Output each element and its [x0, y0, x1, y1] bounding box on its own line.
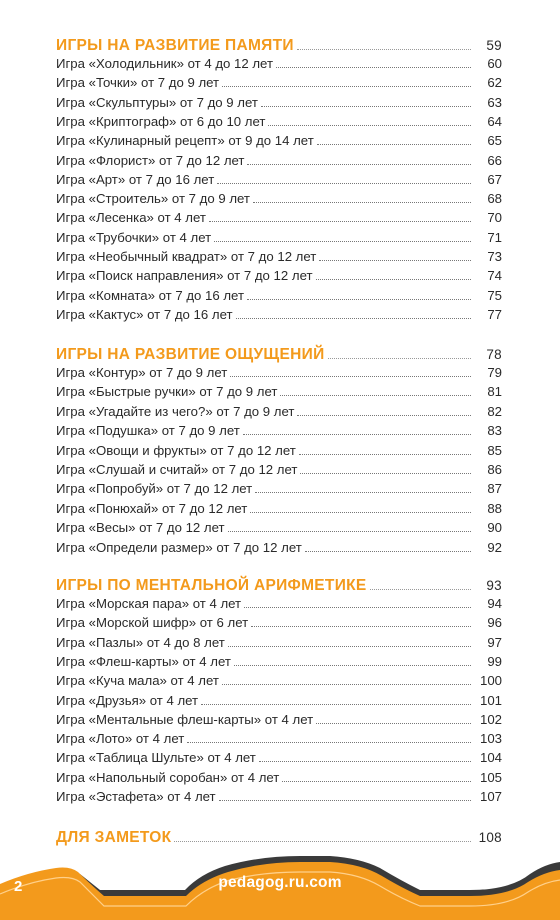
- leader-dots: [214, 241, 471, 242]
- page-number: 88: [487, 500, 502, 516]
- entry-title: Игра «Быстрые ручки» от 7 до 9 лет: [56, 384, 278, 400]
- entry-title: Игра «Попробуй» от 7 до 12 лет: [56, 481, 253, 497]
- toc-entry[interactable]: [56, 499, 502, 517]
- page-number: 105: [479, 769, 502, 785]
- entry-title: Игра «Понюхай» от 7 до 12 лет: [56, 500, 248, 516]
- page-number: 73: [487, 249, 502, 264]
- toc-entry[interactable]: [56, 189, 502, 207]
- section-title: ИГРЫ НА РАЗВИТИЕ ОЩУЩЕНИЙ: [56, 346, 325, 363]
- leader-dots: [259, 761, 471, 762]
- toc-entry[interactable]: [56, 93, 502, 111]
- page-number: 82: [487, 403, 502, 419]
- entry-title: Игра «Весы» от 7 до 12 лет: [56, 520, 225, 536]
- entry-title: Игра «Куча мала» от 4 лет: [56, 673, 219, 689]
- leader-dots: [209, 221, 471, 222]
- page-number: 107: [479, 789, 502, 804]
- toc-entry[interactable]: [56, 594, 502, 612]
- toc-entry[interactable]: [56, 671, 502, 689]
- entry-title: Игра «Друзья» от 4 лет: [56, 692, 199, 708]
- page-number: 104: [479, 750, 502, 766]
- entry-title: Игра «Пазлы» от 4 до 8 лет: [56, 634, 225, 650]
- section-title: ДЛЯ ЗАМЕТОК: [56, 829, 172, 846]
- toc-entry[interactable]: [56, 247, 502, 265]
- page-number: 101: [479, 692, 502, 708]
- page-number: 78: [486, 347, 502, 362]
- toc-entry[interactable]: [56, 460, 502, 478]
- page-number: 67: [487, 171, 502, 187]
- page-number: 59: [486, 38, 502, 53]
- entry-title: Игра «Точки» от 7 до 9 лет: [56, 75, 220, 91]
- section-heading[interactable]: [56, 343, 502, 363]
- page-number-badge: 2: [14, 878, 23, 895]
- page-number: 68: [487, 191, 502, 207]
- leader-dots: [255, 492, 471, 493]
- leader-dots: [244, 607, 471, 608]
- leader-dots: [328, 358, 471, 359]
- leader-dots: [261, 106, 471, 107]
- entry-title: Игра «Трубочки» от 4 лет: [56, 229, 212, 245]
- leader-dots: [222, 684, 471, 685]
- entry-title: Игра «Кактус» от 7 до 16 лет: [56, 306, 233, 322]
- page-number: 75: [487, 287, 502, 303]
- entry-title: Игра «Кулинарный рецепт» от 9 до 14 лет: [56, 133, 314, 149]
- toc-entry[interactable]: [56, 787, 502, 805]
- leader-dots: [201, 704, 471, 705]
- leader-dots: [316, 723, 471, 724]
- page-number: 93: [486, 578, 502, 593]
- section-title: ИГРЫ ПО МЕНТАЛЬНОЙ АРИФМЕТИКЕ: [56, 577, 367, 594]
- toc-entry[interactable]: [56, 305, 502, 323]
- site-link[interactable]: pedagog.ru.com: [218, 874, 342, 891]
- entry-title: Игра «Таблица Шульте» от 4 лет: [56, 750, 256, 766]
- leader-dots: [230, 376, 471, 377]
- section-title: ИГРЫ НА РАЗВИТИЕ ПАМЯТИ: [56, 37, 294, 54]
- toc-entry[interactable]: [56, 538, 502, 556]
- page-number: 71: [487, 229, 502, 245]
- entry-title: Игра «Ментальные флеш-карты» от 4 лет: [56, 711, 314, 727]
- page-number: 63: [487, 94, 502, 110]
- leader-dots: [316, 279, 471, 280]
- leader-dots: [276, 67, 471, 68]
- leader-dots: [234, 665, 471, 666]
- entry-title: Игра «Поиск направления» от 7 до 12 лет: [56, 268, 313, 284]
- toc-entry[interactable]: [56, 402, 502, 420]
- toc-entry[interactable]: [56, 479, 502, 497]
- entry-title: Игра «Морская пара» от 4 лет: [56, 596, 242, 611]
- leader-dots: [297, 49, 471, 50]
- page-number: 83: [487, 423, 502, 439]
- leader-dots: [319, 260, 471, 261]
- leader-dots: [305, 551, 471, 552]
- leader-dots: [222, 86, 471, 87]
- leader-dots: [236, 318, 471, 319]
- entry-title: Игра «Морской шифр» от 6 лет: [56, 615, 249, 631]
- page-number: 103: [479, 731, 502, 747]
- entry-title: Игра «Строитель» от 7 до 9 лет: [56, 191, 250, 207]
- entry-title: Игра «Комната» от 7 до 16 лет: [56, 287, 244, 303]
- page-number: 96: [487, 615, 502, 631]
- toc-entry[interactable]: [56, 729, 502, 747]
- entry-title: Игра «Холодильник» от 4 до 12 лет: [56, 56, 273, 71]
- page-number: 70: [487, 210, 502, 226]
- entry-title: Игра «Флеш-карты» от 4 лет: [56, 653, 231, 669]
- entry-title: Игра «Лото» от 4 лет: [56, 731, 185, 747]
- page-number: 92: [487, 539, 502, 555]
- page-number: 87: [487, 481, 502, 497]
- leader-dots: [219, 800, 471, 801]
- toc-entry[interactable]: [56, 112, 502, 130]
- leader-dots: [300, 473, 471, 474]
- page-number: 86: [487, 462, 502, 477]
- page-number: 64: [487, 113, 502, 129]
- toc-entry[interactable]: [56, 633, 502, 651]
- leader-dots: [253, 202, 471, 203]
- leader-dots: [228, 531, 471, 532]
- section-heading[interactable]: [56, 826, 502, 846]
- entry-title: Игра «Подушка» от 7 до 9 лет: [56, 423, 240, 439]
- entry-title: Игра «Флорист» от 7 до 12 лет: [56, 152, 245, 168]
- toc-entry[interactable]: [56, 131, 502, 149]
- leader-dots: [187, 742, 471, 743]
- toc-entry[interactable]: [56, 710, 502, 728]
- page-number: 62: [487, 75, 502, 91]
- entry-title: Игра «Угадайте из чего?» от 7 до 9 лет: [56, 403, 295, 419]
- leader-dots: [370, 589, 471, 590]
- toc-entry[interactable]: [56, 170, 502, 188]
- page-number: 90: [487, 520, 502, 536]
- leader-dots: [268, 125, 471, 126]
- page-number: 79: [487, 365, 502, 380]
- leader-dots: [280, 395, 471, 396]
- page-number: 85: [487, 442, 502, 458]
- entry-title: Игра «Определи размер» от 7 до 12 лет: [56, 539, 302, 555]
- toc-entry[interactable]: [56, 691, 502, 709]
- entry-title: Игра «Скульптуры» от 7 до 9 лет: [56, 94, 258, 110]
- leader-dots: [228, 646, 471, 647]
- toc-entry[interactable]: [56, 73, 502, 91]
- toc-entry[interactable]: [56, 768, 502, 786]
- page-number: 100: [479, 673, 502, 689]
- toc-entry[interactable]: [56, 363, 502, 381]
- page-number: 65: [487, 133, 502, 149]
- page-number: 74: [487, 268, 502, 284]
- leader-dots: [247, 299, 471, 300]
- leader-dots: [243, 434, 471, 435]
- toc-entry[interactable]: [56, 266, 502, 284]
- page-number: 94: [487, 596, 502, 611]
- page-number: 99: [487, 653, 502, 669]
- leader-dots: [250, 512, 471, 513]
- leader-dots: [247, 164, 471, 165]
- leader-dots: [317, 144, 471, 145]
- entry-title: Игра «Криптограф» от 6 до 10 лет: [56, 113, 266, 129]
- entry-title: Игра «Контур» от 7 до 9 лет: [56, 365, 228, 380]
- toc-entry[interactable]: [56, 652, 502, 670]
- entry-title: Игра «Эстафета» от 4 лет: [56, 789, 216, 804]
- toc-entry[interactable]: [56, 151, 502, 169]
- leader-dots: [299, 454, 471, 455]
- entry-title: Игра «Слушай и считай» от 7 до 12 лет: [56, 462, 298, 477]
- toc-entry[interactable]: [56, 228, 502, 246]
- page-number: 102: [479, 711, 502, 727]
- toc-entry[interactable]: [56, 441, 502, 459]
- entry-title: Игра «Необычный квадрат» от 7 до 12 лет: [56, 249, 317, 264]
- page-number: 81: [487, 384, 502, 400]
- page-number: 60: [487, 56, 502, 71]
- toc-entry[interactable]: [56, 208, 502, 226]
- toc-entry[interactable]: [56, 613, 502, 631]
- section-heading[interactable]: [56, 34, 502, 54]
- entry-title: Игра «Напольный соробан» от 4 лет: [56, 769, 280, 785]
- leader-dots: [282, 781, 471, 782]
- page-number: 77: [487, 306, 502, 322]
- toc-entry[interactable]: [56, 286, 502, 304]
- page-number: 66: [487, 152, 502, 168]
- page-number: 108: [478, 830, 502, 845]
- entry-title: Игра «Арт» от 7 до 16 лет: [56, 171, 215, 187]
- section-heading[interactable]: [56, 574, 502, 594]
- entry-title: Игра «Лесенка» от 4 лет: [56, 210, 206, 226]
- leader-dots: [217, 183, 471, 184]
- toc-entry[interactable]: [56, 54, 502, 72]
- leader-dots: [297, 415, 471, 416]
- leader-dots: [174, 841, 471, 842]
- toc-entry[interactable]: [56, 748, 502, 766]
- entry-title: Игра «Овощи и фрукты» от 7 до 12 лет: [56, 442, 296, 458]
- toc-entry[interactable]: [56, 518, 502, 536]
- page-number: 97: [487, 634, 502, 650]
- toc-entry[interactable]: [56, 382, 502, 400]
- toc-entry[interactable]: [56, 421, 502, 439]
- leader-dots: [251, 626, 471, 627]
